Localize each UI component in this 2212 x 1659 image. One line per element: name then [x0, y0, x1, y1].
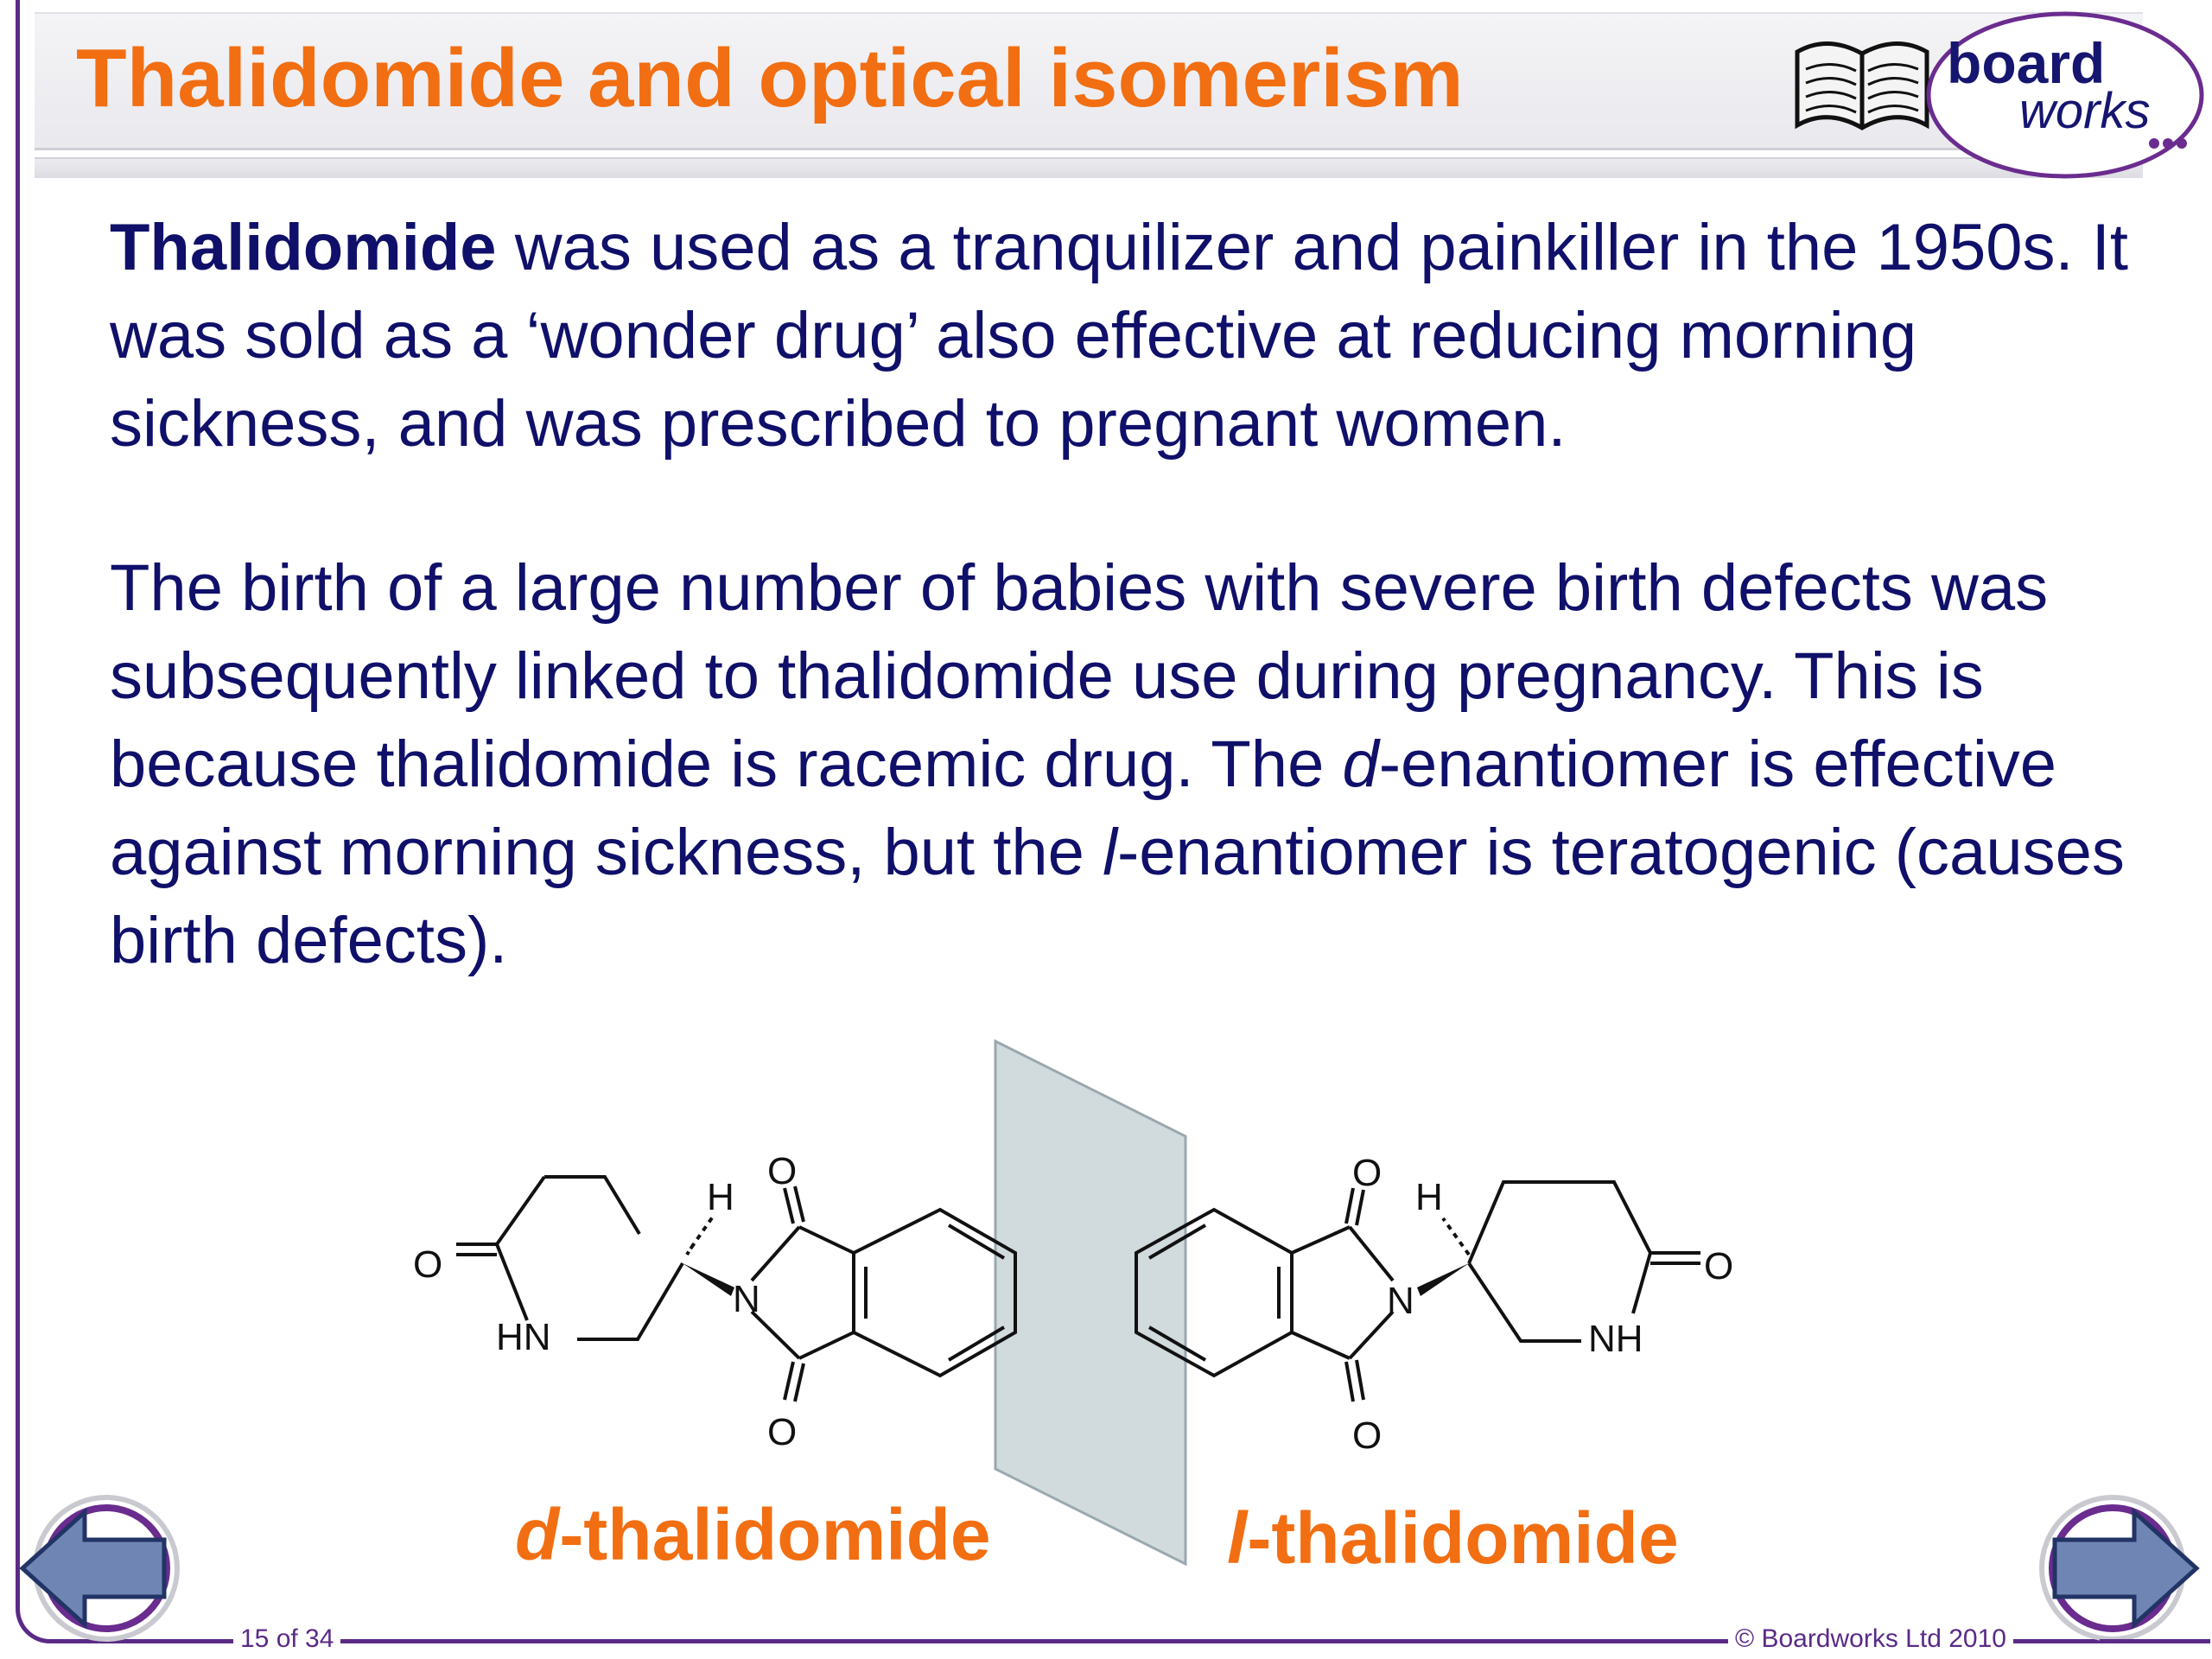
logo-text-board: board [1947, 31, 2106, 95]
intro-bold-term: Thalidomide [110, 211, 497, 284]
wedge-bond-d [683, 1263, 734, 1296]
atom-o-top-l: O [1352, 1152, 1382, 1194]
open-book-icon [1789, 26, 1936, 138]
l-thalidomide-label [1227, 1497, 1679, 1580]
intro-text: was used as a tranquilizer and painkiller in the 1950s. It was sold as a ‘wonder drug’ also effective at reducing morning sickness, and was prescribed to pregnant women. [110, 211, 2128, 461]
d-thalidomide-label [515, 1493, 991, 1577]
l-label-prefix: l [1227, 1497, 1248, 1579]
boardworks-logo [1923, 7, 2208, 180]
explanation-text-1: The birth of a large number of babies with severe birth defects was subsequently linked to thalidomide use during pregnancy. This is because thalidomide is racemic drug. The [110, 551, 2049, 801]
l-label-suffix: -thalidomide [1247, 1497, 1679, 1579]
atom-o-top-d: O [767, 1150, 798, 1192]
title-underbar [35, 157, 2143, 178]
atom-o-bottom-d: O [767, 1411, 798, 1453]
copyright-notice: © Boardworks Ltd 2010 [1728, 1624, 2013, 1654]
atom-hn: HN [496, 1316, 551, 1358]
d-label-prefix: d [515, 1494, 560, 1575]
thalidomide-enantiomers-diagram [380, 1037, 1815, 1573]
footer-line [2100, 1639, 2195, 1643]
wedge-bond-l [1417, 1263, 1469, 1296]
atom-o-bottom-l: O [1352, 1414, 1382, 1457]
atom-o-left: O [413, 1243, 443, 1286]
mirror-plane [995, 1041, 1185, 1564]
atom-n-d: N [733, 1278, 760, 1320]
d-prefix: d [1342, 728, 1379, 801]
page-number: 15 of 34 [233, 1624, 340, 1654]
atom-n-l: N [1387, 1280, 1414, 1322]
explanation-paragraph [110, 544, 2201, 985]
slide-title: Thalidomide and optical isomerism [76, 32, 1464, 124]
atom-h-l: H [1415, 1176, 1443, 1218]
previous-slide-button[interactable] [16, 1486, 180, 1650]
explanation-text-2: -enantiomer is effective against morning sickness, but the [110, 728, 2057, 889]
atom-o-right: O [1704, 1245, 1734, 1287]
next-slide-button[interactable] [2039, 1486, 2203, 1650]
explanation-text-3: -enantiomer is teratogenic (causes birth defects). [110, 816, 2125, 977]
logo-text-works: works [2019, 83, 2151, 139]
d-label-suffix: -thalidomide [559, 1494, 991, 1575]
atom-h-d: H [707, 1176, 734, 1218]
atom-nh: NH [1588, 1318, 1643, 1360]
intro-paragraph [110, 204, 2201, 468]
l-prefix: l [1103, 816, 1117, 889]
